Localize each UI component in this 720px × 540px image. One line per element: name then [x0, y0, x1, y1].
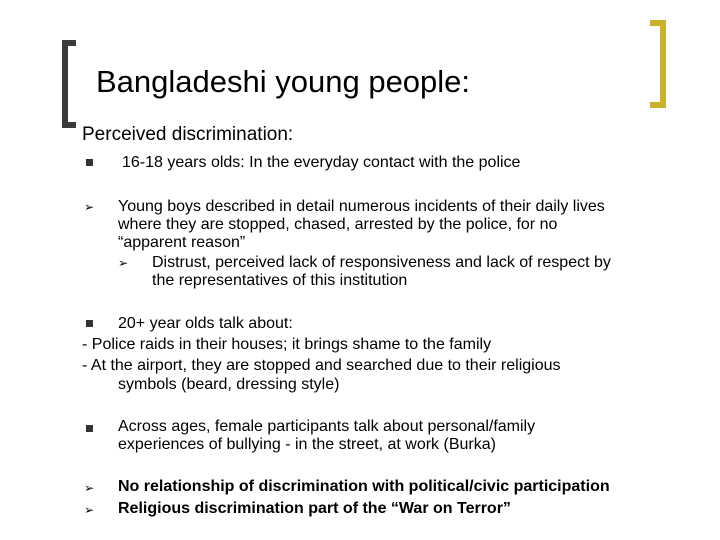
arrow-bullet-icon: ➢	[84, 200, 95, 214]
sub-bullet-distrust-line-1: Distrust, perceived lack of responsiveness and lack of respect by	[152, 254, 611, 271]
bullet-no-relationship: No relationship of discrimination with political/civic participation	[118, 478, 610, 495]
bullet-young-boys-line-1: Young boys described in detail numerous incidents of their daily lives	[118, 198, 605, 215]
square-bullet-icon	[86, 159, 93, 166]
bullet-young-boys-line-2: where they are stopped, chased, arrested by the police, for no	[118, 216, 558, 233]
bullet-female-line-1: Across ages, female participants talk about personal/family	[118, 418, 536, 435]
sub-bullet-distrust-line-2: the representatives of this institution	[152, 272, 408, 289]
right-bracket-decoration	[650, 20, 666, 108]
bullet-female-line-2: experiences of bullying - in the street, at work (Burka)	[118, 436, 496, 453]
item-police-raids: - Police raids in their houses; it brings shame to the family	[82, 336, 492, 353]
square-bullet-icon	[86, 425, 93, 432]
arrow-bullet-icon: ➢	[118, 256, 129, 270]
item-airport: - At the airport, they are stopped and searched due to their religious	[82, 357, 561, 374]
bullet-war-on-terror: Religious discrimination part of the “War on Terror”	[118, 500, 511, 517]
slide-title: Bangladeshi young people:	[96, 64, 471, 99]
arrow-bullet-icon: ➢	[84, 503, 95, 517]
left-bracket-decoration	[62, 40, 76, 128]
square-bullet-icon	[86, 320, 93, 327]
bullet-age-16-18: 16-18 years olds: In the everyday contact with the police	[122, 154, 521, 171]
item-airport-continued: symbols (beard, dressing style)	[118, 376, 340, 393]
arrow-bullet-icon: ➢	[84, 481, 95, 495]
bullet-young-boys-line-3: “apparent reason”	[118, 234, 246, 251]
bullet-20-plus: 20+ year olds talk about:	[118, 315, 293, 332]
slide-subtitle: Perceived discrimination:	[82, 124, 294, 145]
